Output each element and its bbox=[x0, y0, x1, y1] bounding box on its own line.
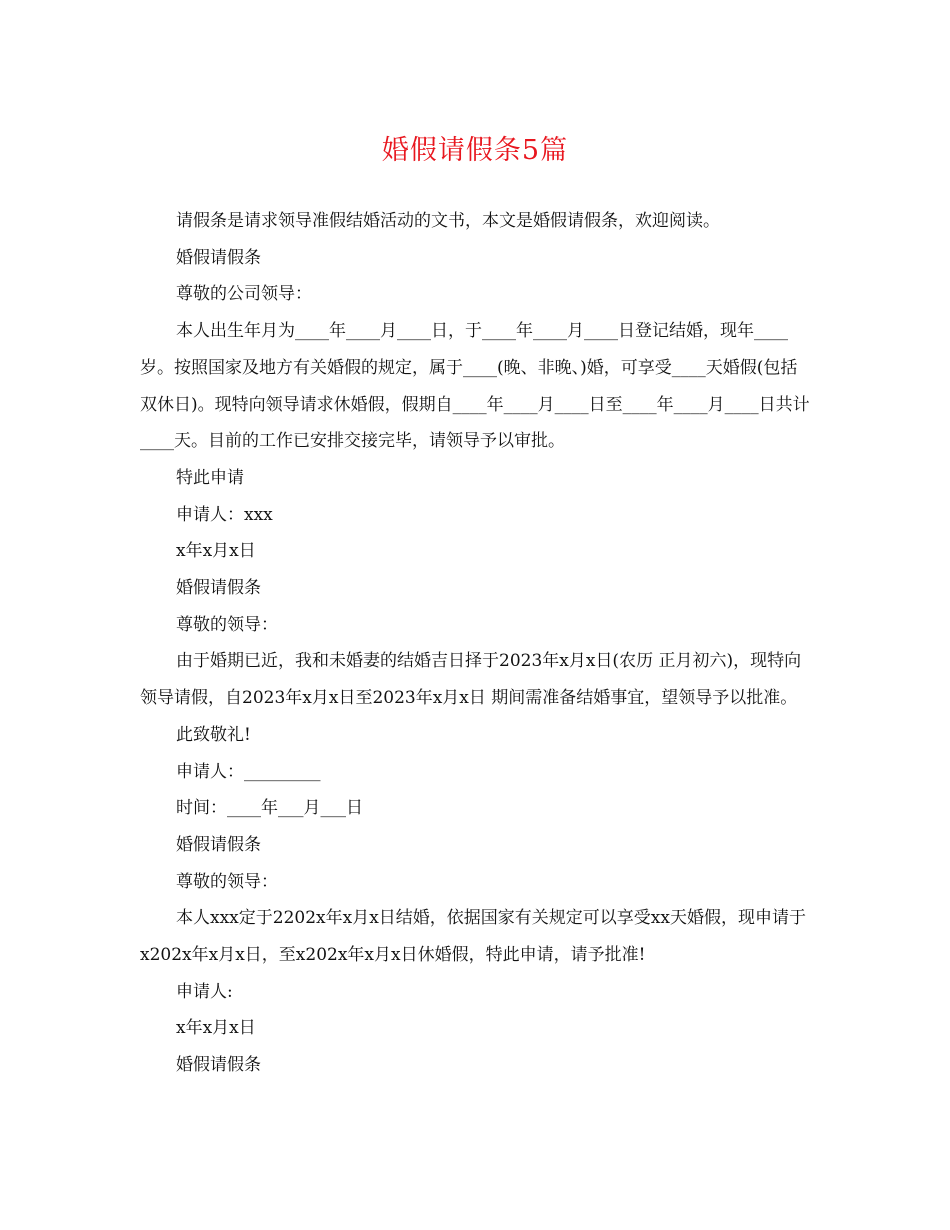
document-title: 婚假请假条5篇 bbox=[381, 135, 569, 166]
applicant-line: 申请人：_________ bbox=[176, 761, 321, 782]
intro-paragraph: 请假条是请求领导准假结婚活动的文书，本文是婚假请假条，欢迎阅读。 bbox=[176, 211, 720, 231]
body-paragraph: 由于婚期已近，我和未婚妻的结婚吉日择于2023年x月x日(农历 正月初六)，现特向领导请假，自2023年x月x日至2023年x月x日 期间需准备结婚事宜，望领导予以批准。 bbox=[140, 651, 802, 709]
date-line: x年x月x日 bbox=[176, 541, 256, 562]
salutation: 尊敬的领导： bbox=[176, 871, 278, 892]
date-line: x年x月x日 bbox=[176, 1018, 256, 1039]
section-heading: 婚假请假条 bbox=[176, 1055, 261, 1076]
date-line: 时间：____年___月___日 bbox=[176, 798, 363, 819]
closing-line: 此致敬礼! bbox=[176, 724, 251, 745]
section-heading: 婚假请假条 bbox=[176, 834, 261, 855]
document-body bbox=[140, 203, 810, 1084]
salutation: 尊敬的公司领导： bbox=[176, 284, 312, 305]
applicant-line: 申请人：xxx bbox=[176, 504, 273, 525]
body-paragraph: 本人xxx定于2202x年x月x日结婚，依据国家有关规定可以享受xx天婚假，现申请于x202x年x月x日，至x202x年x月x日休婚假，特此申请，请予批准! bbox=[140, 908, 806, 966]
closing-line: 特此申请 bbox=[176, 467, 244, 488]
body-paragraph: 本人出生年月为____年____月____日，于____年____月____日登记结婚，现年____岁。按照国家及地方有关婚假的规定，属于____(晚、非晚、)婚，可享受____天婚假(包括双休日)。现特向领导请求休婚假，假期自____年____月____日至____年____月____日共计____天。目前的工作已安排交接完毕，请领导予以审批。 bbox=[140, 321, 810, 452]
applicant-line: 申请人: bbox=[176, 981, 233, 1002]
section-heading: 婚假请假条 bbox=[176, 578, 261, 599]
section-heading: 婚假请假条 bbox=[176, 247, 261, 268]
salutation: 尊敬的领导： bbox=[176, 614, 278, 635]
